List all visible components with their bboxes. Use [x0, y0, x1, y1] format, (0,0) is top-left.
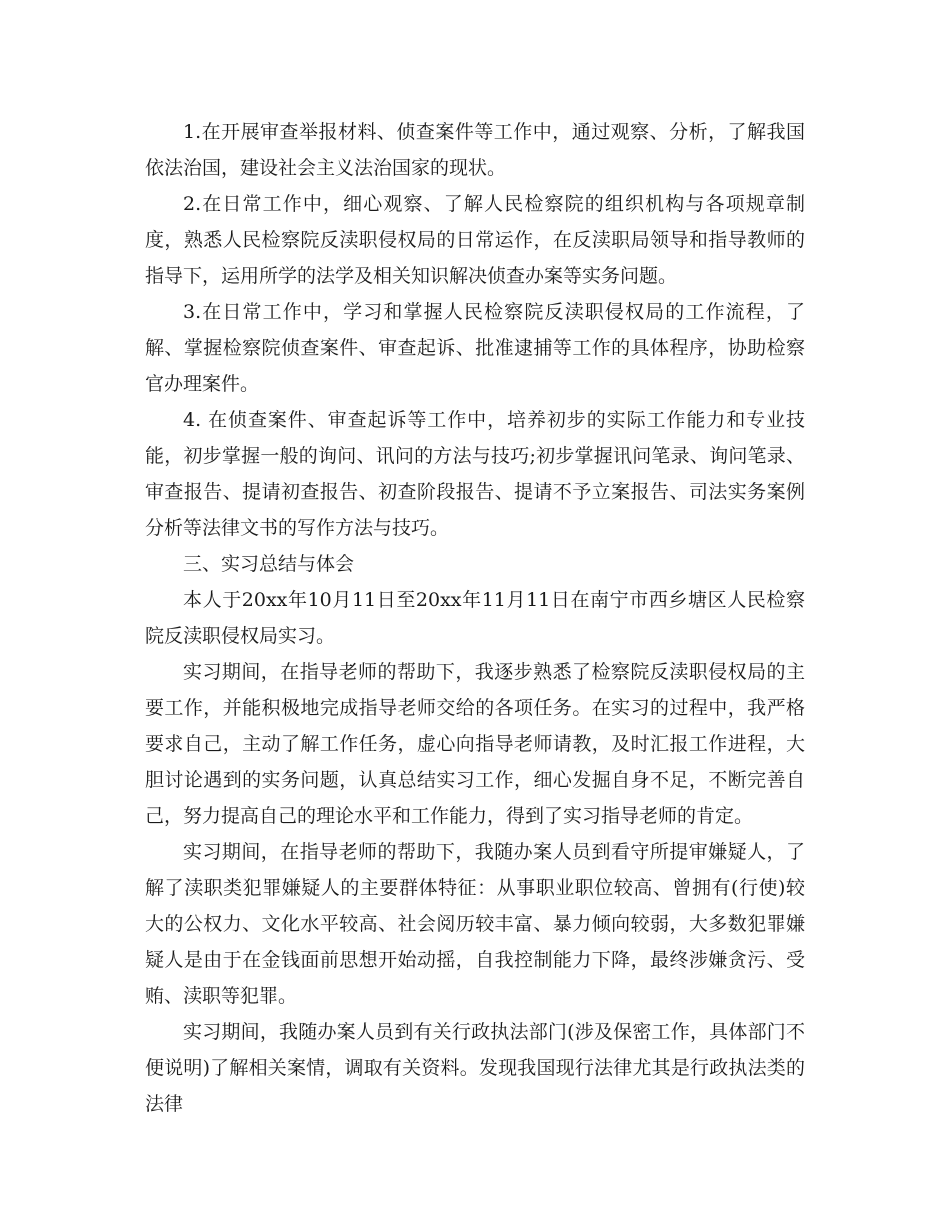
section-heading: 三、实习总结与体会	[183, 553, 355, 575]
document-body	[145, 114, 805, 1122]
paragraph-item-2: 2.在日常工作中，细心观察、了解人民检察院的组织机构与各项规章制度，熟悉人民检察院反渎职侵权局的日常运作，在反渎职局领导和指导教师的指导下，运用所学的法学及相关知识解决侦查办案等实务问题。	[145, 193, 805, 287]
paragraph-summary-2: 实习期间，在指导老师的帮助下，我随办案人员到看守所提审嫌疑人，了解了渎职类犯罪嫌疑人的主要群体特征：从事职业职位较高、曾拥有(行使)较大的公权力、文化水平较高、社会阅历较丰富、暴力倾向较弱，大多数犯罪嫌疑人是由于在金钱面前思想开始动摇，自我控制能力下降，最终涉嫌贪污、受贿、渎职等犯罪。	[145, 841, 805, 1007]
paragraph-item-1: 1.在开展审查举报材料、侦查案件等工作中，通过观察、分析，了解我国依法治国，建设社会主义法治国家的现状。	[145, 121, 805, 179]
paragraph-summary-1: 实习期间，在指导老师的帮助下，我逐步熟悉了检察院反渎职侵权局的主要工作，并能积极地完成指导老师交给的各项任务。在实习的过程中，我严格要求自己，主动了解工作任务，虚心向指导老师请教，及时汇报工作进程，大胆讨论遇到的实务问题，认真总结实习工作，细心发掘自身不足，不断完善自己，努力提高自己的理论水平和工作能力，得到了实习指导老师的肯定。	[145, 661, 805, 827]
paragraph-item-4: 4. 在侦查案件、审查起诉等工作中，培养初步的实际工作能力和专业技能，初步掌握一般的询问、讯问的方法与技巧;初步掌握讯问笔录、询问笔录、审查报告、提请初查报告、初查阶段报告、提请不予立案报告、司法实务案例分析等法律文书的写作方法与技巧。	[145, 409, 805, 539]
paragraph-item-3: 3.在日常工作中，学习和掌握人民检察院反渎职侵权局的工作流程，了解、掌握检察院侦查案件、审查起诉、批准逮捕等工作的具体程序，协助检察官办理案件。	[145, 301, 805, 395]
paragraph-summary-3: 实习期间，我随办案人员到有关行政执法部门(涉及保密工作，具体部门不便说明)了解相关案情，调取有关资料。发现我国现行法律尤其是行政执法类的法律	[145, 1021, 805, 1115]
paragraph-internship-period: 本人于20xx年10月11日至20xx年11月11日在南宁市西乡塘区人民检察院反渎职侵权局实习。	[145, 589, 805, 647]
